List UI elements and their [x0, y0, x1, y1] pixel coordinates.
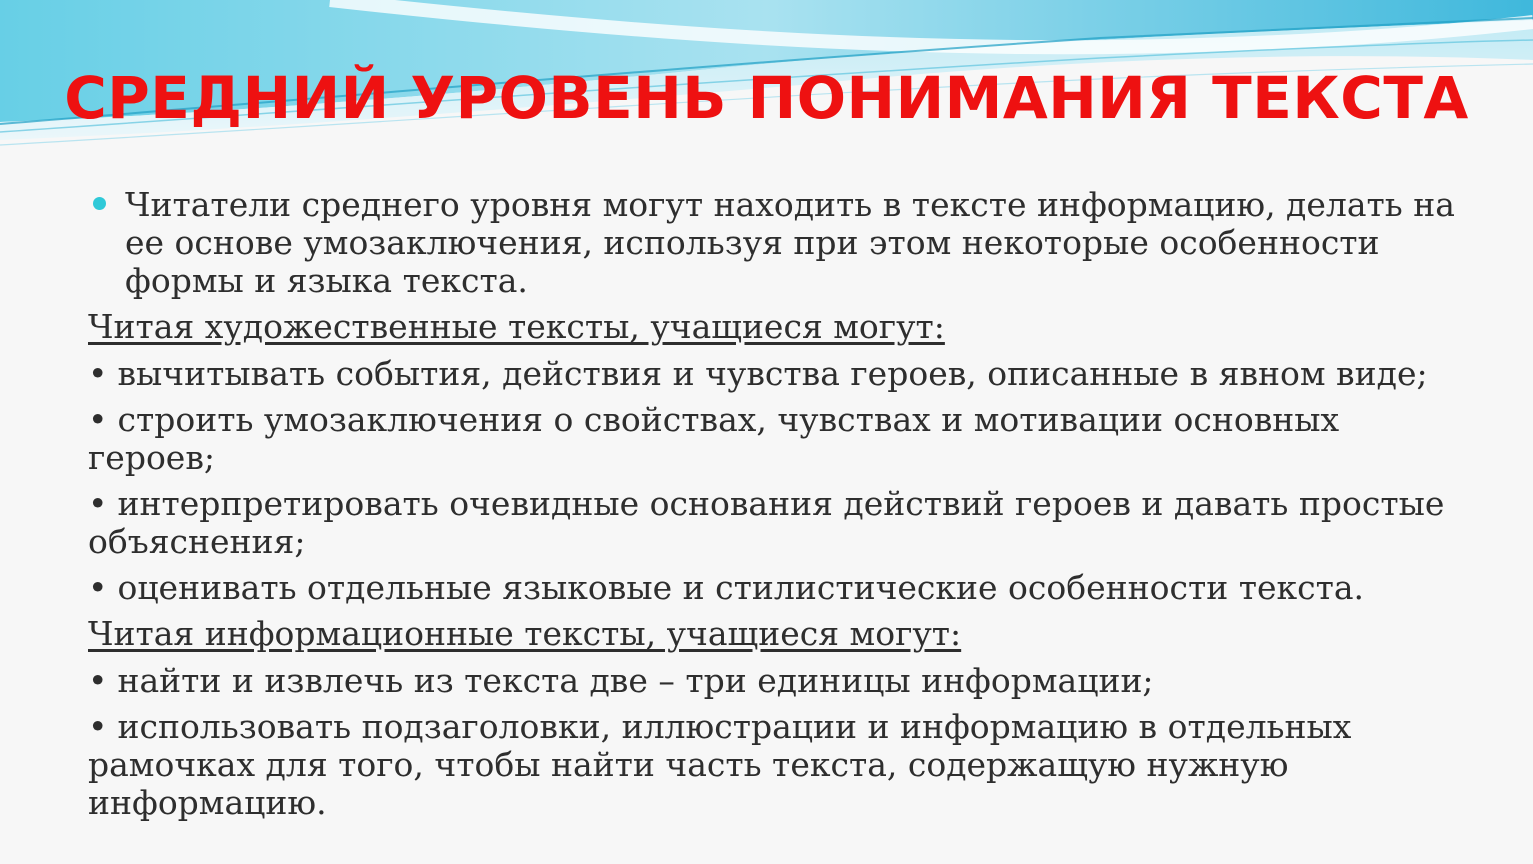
list-item: • оценивать отдельные языковые и стилистические особенности текста.: [88, 568, 1365, 607]
bullet-icon: •: [88, 354, 108, 393]
list-item: • интерпретировать очевидные основания действий героев и давать простые объяснения;: [88, 484, 1445, 561]
section-heading-fiction: Читая художественные тексты, учащиеся могут:: [88, 307, 945, 346]
bullet-icon: •: [88, 568, 108, 607]
list-item: • вычитывать события, действия и чувства героев, описанные в явном виде;: [88, 354, 1428, 393]
intro-paragraph: [88, 186, 1468, 300]
slide-title: СРЕДНИЙ УРОВЕНЬ ПОНИМАНИЯ ТЕКСТА: [64, 64, 1469, 132]
intro-bullet-icon: [93, 197, 106, 210]
bullet-icon: •: [88, 484, 108, 523]
content: [88, 186, 1468, 830]
bullet-icon: •: [88, 400, 108, 439]
bullet-icon: •: [88, 661, 108, 700]
bullet-icon: •: [88, 707, 108, 746]
intro-text: Читатели среднего уровня могут находить в тексте информацию, делать на ее основе умозаключения, используя при этом некоторые особенности формы и языка текста.: [125, 185, 1455, 300]
list-item: • найти и извлечь из текста две – три единицы информации;: [88, 661, 1154, 700]
list-item: • использовать подзаголовки, иллюстрации и информацию в отдельных рамочках для того, чтобы найти часть текста, содержащую нужную информацию.: [88, 707, 1352, 822]
list-item: • строить умозаключения о свойствах, чувствах и мотивации основных героев;: [88, 400, 1340, 477]
section-heading-informational: Читая информационные тексты, учащиеся могут:: [88, 614, 962, 653]
